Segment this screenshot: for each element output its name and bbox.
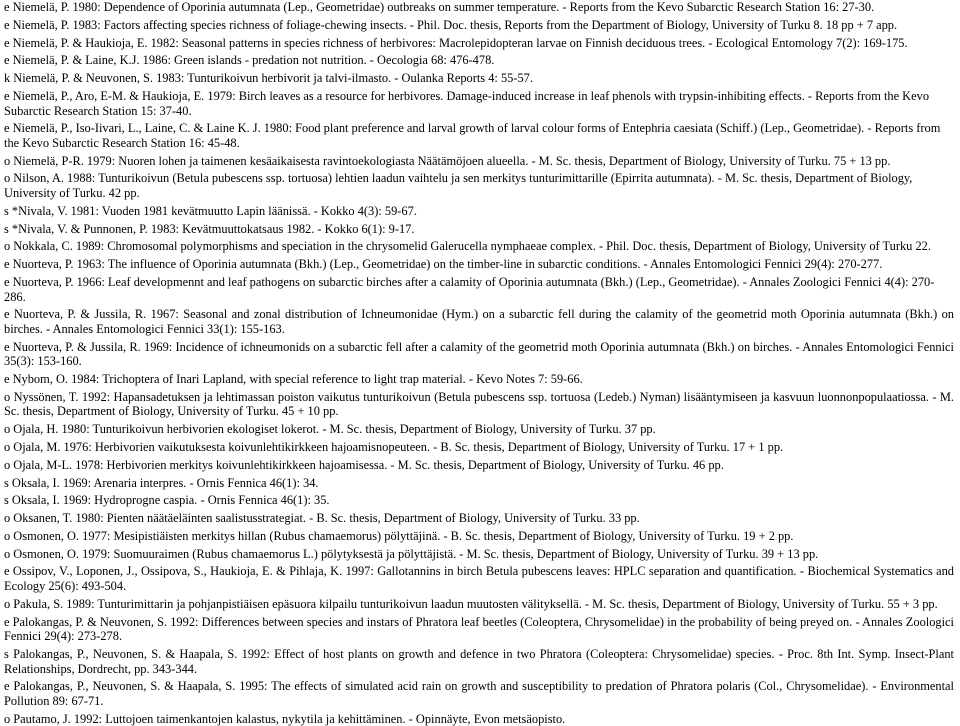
- bibliography-entry: s *Nivala, V. 1981: Vuoden 1981 kevätmuutto Lapin läänissä. - Kokko 4(3): 59-67.: [4, 203, 417, 218]
- bibliography-entry: e Nuorteva, P. & Jussila, R. 1967: Seasonal and zonal distribution of Ichneumonidae (Hym.) on a subarctic fell during the calamity of the geometrid moth Oporinia autumnata (Bkh.) on birches. - Annales Entomologici Fennici 33(1): 155-163.: [4, 307, 954, 336]
- bibliography-entry: e Niemelä, P., Iso-Iivari, L., Laine, C. & Laine K. J. 1980: Food plant preference and larval growth of larval colour forms of Entephria caesiata (Schiff.) (Lep., Geometridae). - Reports from the Kevo Subarctic Research Station 16: 45-48.: [4, 121, 941, 150]
- bibliography-entry: e Palokangas, P. & Neuvonen, S. 1992: Differences between species and instars of Phratora leaf beetles (Coleoptera, Chrysomelidae) in the probability of being preyed on. - Annales Zoologici Fennici 29(4): 273-278.: [4, 614, 954, 644]
- bibliography-entry: s *Nivala, V. & Punnonen, P. 1983: Kevätmuuttokatsaus 1982. - Kokko 6(1): 9-17.: [4, 221, 415, 236]
- bibliography-entry: e Niemelä, P., Aro, E-M. & Haukioja, E. 1979: Birch leaves as a resource for herbivores. Damage-induced increase in leaf phenols with trypsin-inhibiting effects. - Reports from the Kevo Subarctic Research Station 15: 37-40.: [4, 88, 930, 118]
- bibliography-entry: o Nokkala, C. 1989: Chromosomal polymorphisms and speciation in the chrysomelid Galerucella nymphaeae complex. - Phil. Doc. thesis, Department of Biology, University of Turku 22.: [4, 239, 931, 254]
- bibliography-entry: e Niemelä, P. 1980: Dependence of Oporinia autumnata (Lep., Geometridae) outbreaks on summer temperature. - Reports from the Kevo Subarctic Research Station 16: 27-30.: [4, 0, 875, 14]
- bibliography-entry: e Nuorteva, P. 1966: Leaf developmennt and leaf pathogens on subarctic birches after a calamity of Oporinia autumnata (Bkh.) (Lep., Geometridae). - Annales Zoologici Fennici 4(4): 270-286.: [4, 274, 935, 304]
- bibliography-entry: e Palokangas, P., Neuvonen, S. & Haapala, S. 1995: The effects of simulated acid rain on growth and susceptibility to predation of Phratora polaris (Col., Chrysomelidae). - Environmental Pollution 89: 67-71.: [4, 679, 954, 708]
- bibliography-entry: o Nilson, A. 1988: Tunturikoivun (Betula pubescens ssp. tortuosa) lehtien laadun vaihtelu ja sen merkitys tunturimittarille (Epirrita autumnata). - M. Sc. thesis, Department of Biology, University of Turku. 42 pp.: [4, 171, 913, 201]
- bibliography-entry: e Nuorteva, P. & Jussila, R. 1969: Incidence of ichneumonids on a subarctic fell after a calamity of the geometrid moth Oporinia autumnata (Bkh.) on birches. - Annales Entomologici Fennici 35(3): 153-160.: [4, 339, 954, 369]
- bibliography-entry: e Nuorteva, P. 1963: The influence of Oporinia autumnata (Bkh.) (Lep., Geometridae) on the timber-line in subarctic conditions. - Annales Entomologici Fennici 29(4): 270-277.: [4, 257, 883, 272]
- bibliography-entry: k Niemelä, P. & Neuvonen, S. 1983: Tunturikoivun herbivorit ja talvi-ilmasto. - Oulanka Reports 4: 55-57.: [4, 71, 533, 86]
- bibliography-entry: o Nyssönen, T. 1992: Hapansadetuksen ja lehtimassan poiston vaikutus tunturikoivun (Betula pubescens ssp. tortuosa (Ledeb.) Nyman) lisääntymiseen ja kasvuun luonnonpopulaatiossa. - M. Sc. thesis, Department of Biology, University of Turku. 45 + 10 pp.: [4, 389, 954, 419]
- bibliography-entry: o Ojala, H. 1980: Tunturikoivun herbivorien ekologiset lokerot. - M. Sc. thesis, Department of Biology, University of Turku. 37 pp.: [4, 422, 656, 437]
- bibliography-entry: o Ojala, M. 1976: Herbivorien vaikutuksesta koivunlehtikirkkeen hajoamisnopeuteen. - B. Sc. thesis, Department of Biology, University of Turku. 17 + 1 pp.: [4, 440, 784, 454]
- bibliography-entry: e Niemelä, P. & Laine, K.J. 1986: Green islands - predation not nutrition. - Oecologia 68: 476-478.: [4, 53, 495, 68]
- bibliography-entry: o Niemelä, P-R. 1979: Nuoren lohen ja taimenen kesäaikaisesta ravintoekologiasta Näätämöjoen alueella. - M. Sc. thesis, Department of Biology, University of Turku. 75 + 13 pp.: [4, 153, 891, 168]
- bibliography-entry: o Ojala, M-L. 1978: Herbivorien merkitys koivunlehtikirkkeen hajoamisessa. - M. Sc. thesis, Department of Biology, University of Turku. 46 pp.: [4, 457, 724, 472]
- bibliography-entry: o Pakula, S. 1989: Tunturimittarin ja pohjanpistiäisen epäsuora kilpailu tunturikoivun laadun muutosten välityksellä. - M. Sc. thesis, Department of Biology, University of Turku. 55 + 3 pp.: [4, 596, 938, 611]
- bibliography-entry: e Niemelä, P. 1983: Factors affecting species richness of foliage-chewing insects. - Phil. Doc. thesis, Reports from the Department of Biology, University of Turku 8. 18 pp + 7 app.: [4, 17, 898, 32]
- bibliography-entry: o Osmonen, O. 1977: Mesipistiäisten merkitys hillan (Rubus chamaemorus) pölyttäjinä. - B. Sc. thesis, Department of Biology, University of Turku. 19 + 2 pp.: [4, 528, 794, 543]
- bibliography-entry: o Oksanen, T. 1980: Pienten näätäeläinten saalistusstrategiat. - B. Sc. thesis, Department of Biology, University of Turku. 33 pp.: [4, 511, 640, 526]
- bibliography-entry: s Palokangas, P., Neuvonen, S. & Haapala, S. 1992: Effect of host plants on growth and defence in two Phratora (Coleoptera: Chrysomelidae) species. - Proc. 8th Int. Symp. Insect-Plant Relationships, Dordrecht, pp. 343-344.: [4, 647, 954, 676]
- bibliography-entry: e Nybom, O. 1984: Trichoptera of Inari Lapland, with special reference to light trap material. - Kevo Notes 7: 59-66.: [4, 372, 583, 387]
- bibliography-entry: o Pautamo, J. 1992: Luttojoen taimenkantojen kalastus, nykytila ja kehittäminen. - Opinnäyte, Evon metsäopisto.: [4, 711, 566, 726]
- bibliography-entry: s Oksala, I. 1969: Arenaria interpres. - Ornis Fennica 46(1): 34.: [4, 475, 319, 490]
- bibliography-entry: e Ossipov, V., Loponen, J., Ossipova, S., Haukioja, E. & Pihlaja, K. 1997: Gallotannins in birch Betula pubescens leaves: HPLC separation and quantification. - Biochemical Systematics and Ecology 25(6): 493-504.: [4, 564, 954, 594]
- bibliography-entry: e Niemelä, P. & Haukioja, E. 1982: Seasonal patterns in species richness of herbivores: Macrolepidopteran larvae on Finnish deciduous trees. - Ecological Entomology 7(2): 169-175.: [4, 35, 908, 50]
- bibliography-entry: o Osmonen, O. 1979: Suomuuraimen (Rubus chamaemorus L.) pölytyksestä ja pölyttäjistä. - M. Sc. thesis, Department of Biology, University of Turku. 39 + 13 pp.: [4, 546, 819, 561]
- bibliography-entry: s Oksala, I. 1969: Hydroprogne caspia. - Ornis Fennica 46(1): 35.: [4, 493, 330, 508]
